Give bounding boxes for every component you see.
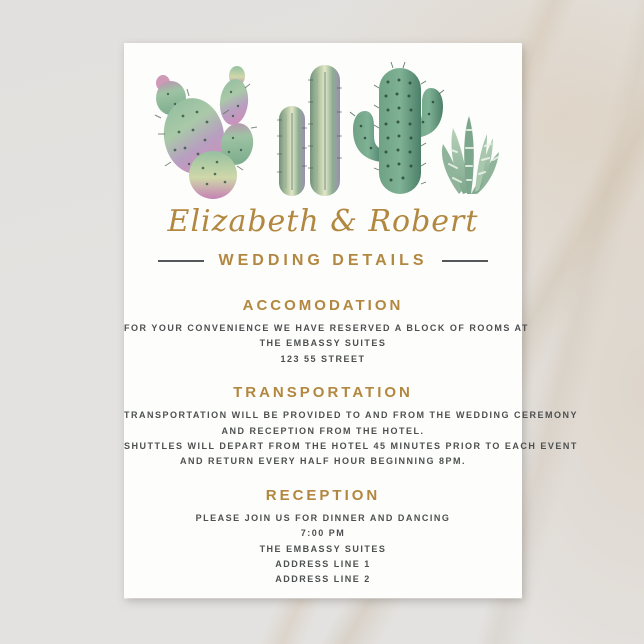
detail-line: THE EMBASSY SUITES [259,338,387,349]
wedding-details-card [124,43,579,598]
saguaro-cactus-icon [350,62,444,194]
cacti-illustration-svg [141,58,505,199]
detail-line: ADDRESS LINE 2 [275,574,371,585]
detail-line: ADDRESS LINE 1 [275,559,371,570]
columnar-cacti-icon [277,65,342,196]
detail-line: AND RETURN EVERY HALF HOUR BEGINNING 8PM. [179,456,467,467]
section-heading: ACCOMODATION [242,297,404,314]
detail-line: FOR YOUR CONVENIENCE WE HAVE RESERVED A BLOCK OF ROOMS AT [124,323,529,333]
detail-line: PLEASE JOIN US FOR DINNER AND DANCING [195,512,451,523]
section-accommodation [124,297,529,367]
title-rule-right [442,260,488,262]
detail-line: AND RECEPTION FROM THE HOTEL. [221,425,425,436]
detail-line: 123 55 STREET [280,353,366,364]
section-heading: TRANSPORTATION [233,384,413,402]
card-title: WEDDING DETAILS [218,252,428,269]
cacti-illustration [124,58,522,199]
aloe-succulent-icon [442,116,499,194]
couple-names: Elizabeth & Robert [167,204,479,239]
detail-line: THE EMBASSY SUITES [259,543,387,554]
title-rule-left [158,260,204,262]
detail-line: 7:00 PM [300,528,346,539]
detail-line: TRANSPORTATION WILL BE PROVIDED TO AND FROM THE WEDDING CEREMONY [124,410,579,421]
card-title-row [124,250,522,272]
prickly-pear-cactus-icon [155,66,257,199]
section-heading: RECEPTION [265,486,381,504]
detail-line: SHUTTLES WILL DEPART FROM THE HOTEL 45 MINUTES PRIOR TO EACH EVENT [124,441,578,452]
section-reception [124,487,522,588]
section-transportation [124,384,579,470]
